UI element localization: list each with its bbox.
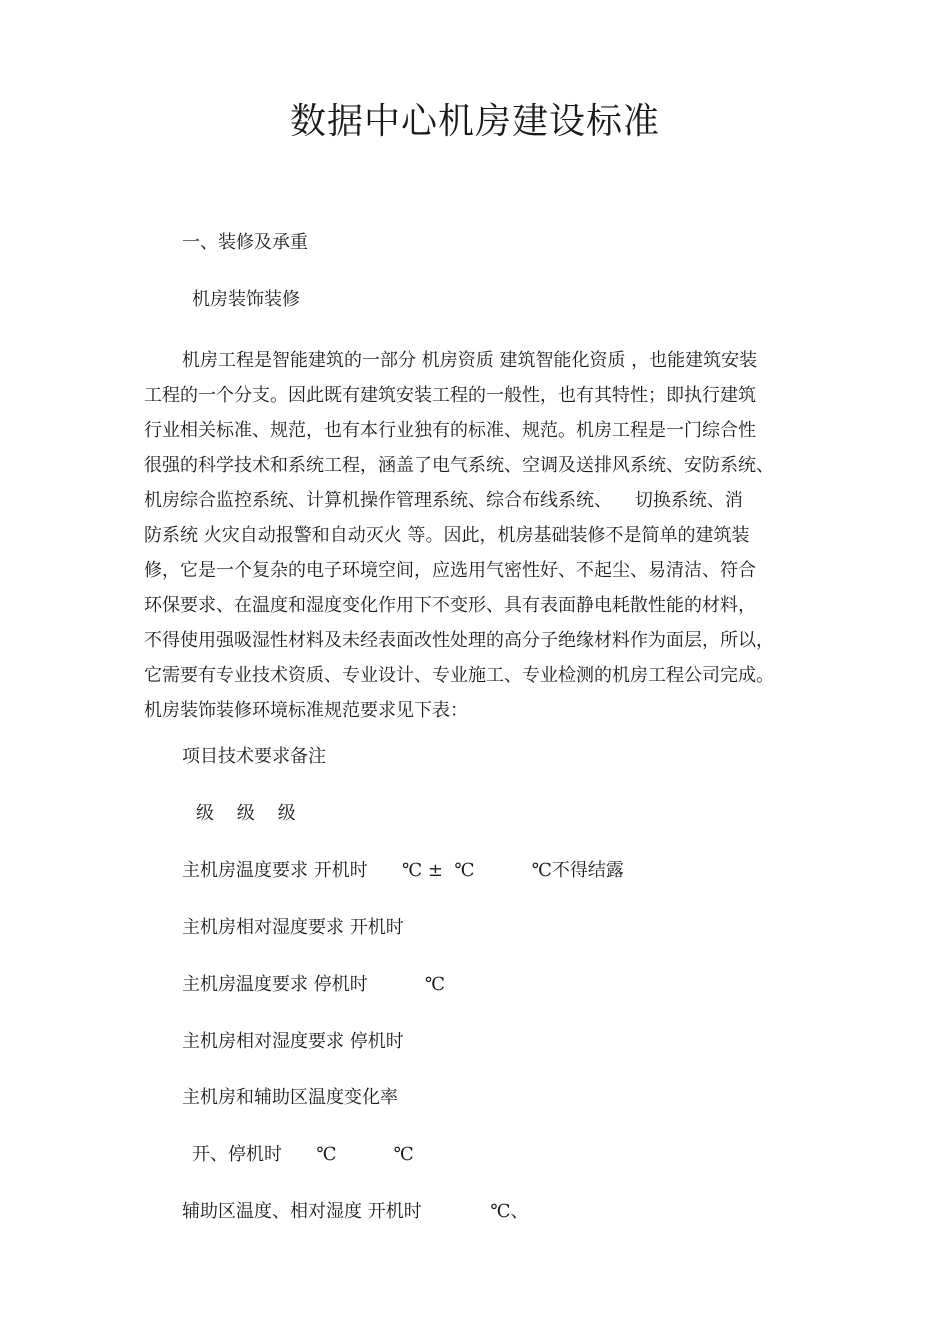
paragraph-line: 修，它是一个复杂的电子环境空间，应选用气密性好、不起尘、易清洁、符合: [144, 560, 756, 581]
paragraph-line: 行业相关标准、规范，也有本行业独有的标准、规范。机房工程是一门综合性: [144, 420, 756, 441]
table-line: 开、停机时 ℃ ℃: [192, 1144, 414, 1165]
paragraph-line: 工程的一个分支。因此既有建筑安装工程的一般性，也有其特性；即执行建筑: [144, 385, 756, 406]
table-line: 主机房温度要求 停机时 ℃: [182, 974, 446, 995]
table-line: 主机房和辅助区温度变化率: [182, 1087, 398, 1108]
table-grade-line: 级 级 级: [196, 803, 296, 824]
paragraph-line: 机房工程是智能建筑的一部分 机房资质 建筑智能化资质 ，也能建筑安装: [182, 350, 758, 371]
table-line: 主机房相对湿度要求 停机时: [182, 1031, 404, 1052]
paragraph-line: 环保要求、在温度和湿度变化作用下不变形、具有表面静电耗散性能的材料，: [144, 595, 756, 616]
paragraph-line: 机房综合监控系统、计算机操作管理系统、综合布线系统、 切换系统、消: [144, 490, 743, 511]
table-header-line: 项目技术要求备注: [182, 746, 326, 767]
paragraph-line: 它需要有专业技术资质、专业设计、专业施工、专业检测的机房工程公司完成。: [144, 665, 774, 686]
document-title: 数据中心机房建设标准: [289, 101, 660, 142]
table-line: 主机房相对湿度要求 开机时: [182, 917, 404, 938]
paragraph-line: 防系统 火灾自动报警和自动灭火 等。因此，机房基础装修不是简单的建筑装: [144, 525, 750, 546]
paragraph-line: 不得使用强吸湿性材料及未经表面改性处理的高分子绝缘材料作为面层，所以，: [144, 630, 774, 651]
paragraph-line: 机房装饰装修环境标准规范要求见下表：: [144, 700, 468, 721]
table-line: 辅助区温度、相对湿度 开机时 ℃、: [182, 1201, 529, 1222]
table-line: 主机房温度要求 开机时 ℃ ± ℃ ℃不得结露: [182, 860, 624, 881]
paragraph-line: 很强的科学技术和系统工程，涵盖了电气系统、空调及送排风系统、安防系统、: [144, 455, 774, 476]
section-heading: 一、装修及承重: [182, 232, 308, 253]
subsection-heading: 机房装饰装修: [192, 289, 300, 310]
body-paragraph: [144, 343, 824, 728]
